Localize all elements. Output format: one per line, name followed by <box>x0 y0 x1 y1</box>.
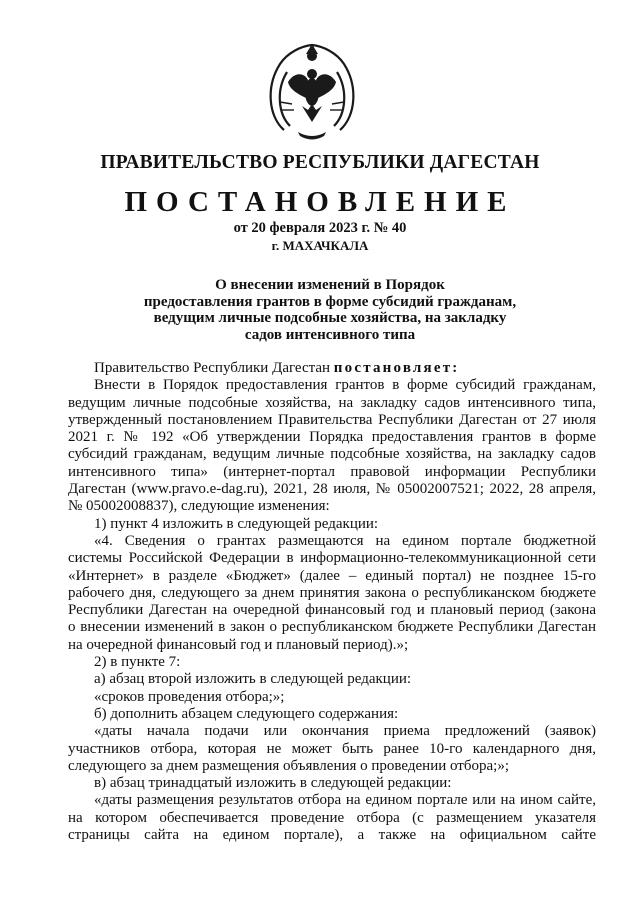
coat-of-arms-eagle-icon <box>262 42 362 144</box>
document-date-number: от 20 февраля 2023 г. № 40 <box>233 220 407 236</box>
paragraph-line: «даты размещения результатов отбора на едином портале или на ином сайте, <box>94 792 596 809</box>
list-item: в) абзац тринадцатый изложить в следующей редакции: <box>94 775 452 792</box>
paragraph-line: «даты начала подачи или окончания приема предложений (заявок) <box>94 723 596 740</box>
paragraph-line: следующего за днем размещения объявления о проведении отбора;»; <box>68 757 509 774</box>
subject-line: ведущим личные подсобные хозяйства, на закладку <box>153 310 507 326</box>
decree-word: постановляет: <box>333 360 460 376</box>
paragraph-line: «сроков проведения отбора;»; <box>94 688 285 705</box>
paragraph-line: рабочего дня, следующего за днем принятия закона о республиканском бюджете <box>68 584 596 601</box>
paragraph-line: «Интернет» в разделе «Бюджет» (далее – единый портал) не позднее 15-го <box>68 567 596 584</box>
document-body <box>68 360 596 844</box>
subject-line: О внесении изменений в Порядок <box>215 277 445 293</box>
paragraph-line: субсидий гражданам, ведущим личные подсобные хозяйства, на закладку садов <box>68 446 596 463</box>
subject-line: предоставления грантов в форме субсидий гражданам, <box>143 293 517 310</box>
paragraph-line: интенсивного типа» (интернет-портал правовой информации Республики <box>68 463 596 480</box>
paragraph-line: на очередной финансовый год и плановый период).»; <box>68 636 409 653</box>
paragraph-line: участников отбора, которая не может быть ранее 10-го календарного дня, <box>68 740 596 757</box>
document-city: г. МАХАЧКАЛА <box>271 238 369 253</box>
paragraph-line: системы Российской Федерации в информационно-телекоммуникационной сети <box>68 550 596 567</box>
list-item: 1) пункт 4 изложить в следующей редакции: <box>94 515 379 532</box>
paragraph-line: Внести в Порядок предоставления грантов в форме субсидий гражданам, <box>94 377 596 394</box>
paragraph-line: № 05002008837), следующие изменения: <box>68 498 330 515</box>
document-subject <box>140 277 520 343</box>
paragraph-line: страницы сайта на едином портале), а также на официальном сайте <box>68 827 596 844</box>
paragraph-line: Республики Дагестан на очередной финансовый год и плановый период (закона <box>68 602 596 619</box>
list-item: 2) в пункте 7: <box>94 654 181 671</box>
preamble-text: Правительство Республики Дагестан <box>94 360 331 376</box>
paragraph-line: о внесении изменений в закон о республиканском бюджете Республики Дагестан <box>68 619 596 636</box>
list-item: а) абзац второй изложить в следующей редакции: <box>94 671 412 688</box>
government-name: ПРАВИТЕЛЬСТВО РЕСПУБЛИКИ ДАГЕСТАН <box>100 152 540 173</box>
preamble <box>68 360 596 377</box>
paragraph-line: утвержденный постановлением Правительства Республики Дагестан от 27 июля <box>68 411 596 428</box>
list-item: б) дополнить абзацем следующего содержания: <box>94 705 399 722</box>
paragraph-line: на котором обеспечивается проведение отбора (с размещением указателя <box>68 809 596 826</box>
document-type-title: ПОСТАНОВЛЕНИЕ <box>124 186 516 218</box>
paragraph-line: Дагестан (www.pravo.e-dag.ru), 2021, 28 июля, № 05002007521; 2022, 28 апреля, <box>68 481 596 498</box>
paragraph-line: ведущим личные подсобные хозяйства, на закладку садов интенсивного типа, <box>68 394 596 411</box>
paragraph-line: «4. Сведения о грантах размещаются на едином портале бюджетной <box>94 532 596 549</box>
paragraph-line: 2021 г. № 192 «Об утверждении Порядка предоставления грантов в форме <box>68 429 596 446</box>
subject-line: садов интенсивного типа <box>244 326 416 343</box>
